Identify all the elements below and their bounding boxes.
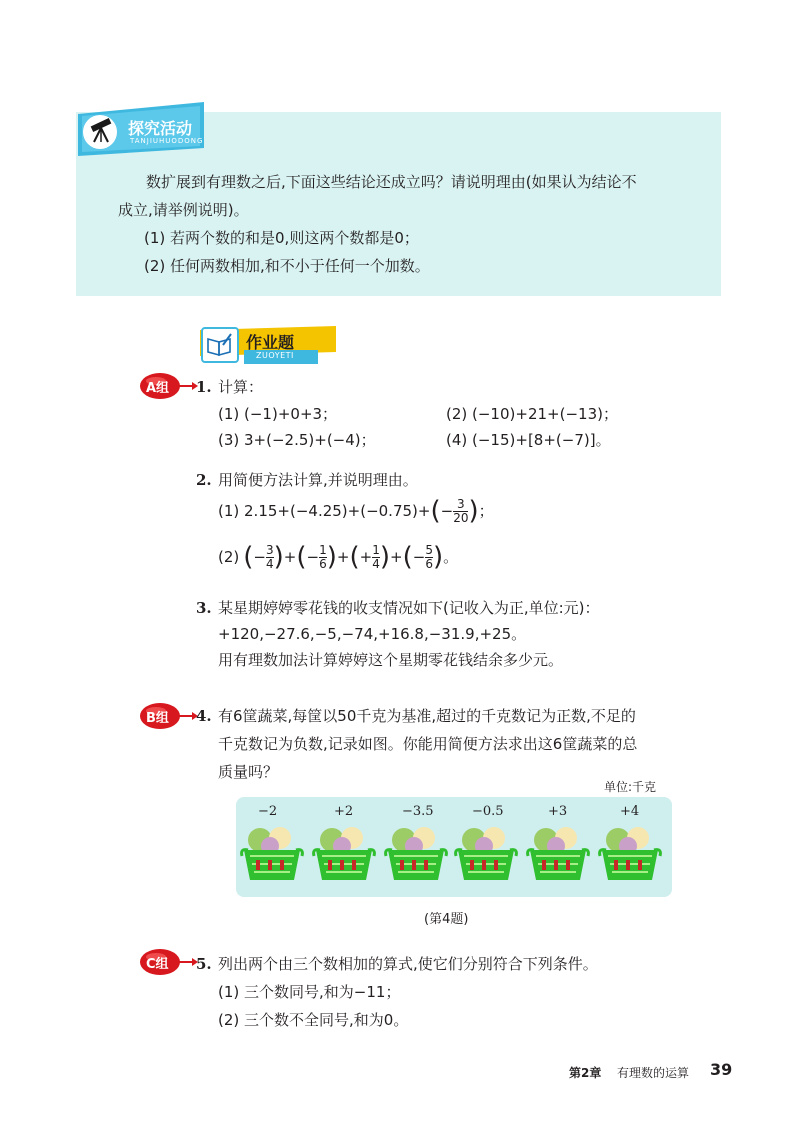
basket-value-1: −2 xyxy=(258,804,278,819)
group-c-label: C组 xyxy=(146,957,169,972)
q4-line1: 有6筐蔬菜,每筐以50千克为基准,超过的千克数记为正数,不足的 xyxy=(218,707,636,725)
fraction-numerator: 1 xyxy=(372,542,380,557)
q4-caption: (第4题) xyxy=(424,912,469,927)
plus-sign: + xyxy=(336,548,350,566)
q4-unit: 单位:千克 xyxy=(604,780,657,794)
q2-part1-sign: − xyxy=(440,502,454,520)
fraction-numerator: 5 xyxy=(425,542,433,557)
vegetable-basket-icon xyxy=(312,822,376,886)
explore-item-1: (1) 若两个数的和是0,则这两个数都是0； xyxy=(144,229,419,247)
vegetable-basket-icon xyxy=(240,822,304,886)
vegetable-basket-icon xyxy=(598,822,662,886)
q1-item-3: (3) 3+(−2.5)+(−4)； xyxy=(218,431,376,449)
q2-part2-label: (2) xyxy=(218,548,240,566)
explore-activity-pinyin: TANJIUHUODONG xyxy=(130,137,204,145)
fraction-numerator: 3 xyxy=(265,542,274,557)
term-sign: + xyxy=(359,548,373,566)
q4-line3: 质量吗？ xyxy=(218,763,279,781)
explore-activity-title: 探究活动 xyxy=(128,119,193,138)
q1-item-1: (1) (−1)+0+3； xyxy=(218,405,338,423)
q2-term-1 xyxy=(266,544,274,571)
footer-chapter-title: 有理数的运算 xyxy=(617,1066,690,1080)
q1-item-4: (4) (−15)+[8+(−7)]。 xyxy=(446,431,611,449)
q4-line2: 千克数记为负数,记录如图。你能用简便方法求出这6筐蔬菜的总 xyxy=(218,735,638,753)
vegetable-basket-icon xyxy=(384,822,448,886)
vegetable-basket-icon xyxy=(454,822,518,886)
explore-item-2: (2) 任何两数相加,和不小于任何一个加数。 xyxy=(144,257,430,275)
q3-number: 3. xyxy=(196,599,212,617)
q2-part1-prefix: (1) 2.15+(−4.25)+(−0.75)+ xyxy=(218,502,431,520)
plus-sign: + xyxy=(390,548,403,566)
group-a-label: A组 xyxy=(146,381,170,396)
q3-line3: 用有理数加法计算婷婷这个星期零花钱结余多少元。 xyxy=(218,651,564,669)
footer-chapter: 第2章 xyxy=(569,1066,602,1080)
q5-item-2: (2) 三个数不全同号,和为0。 xyxy=(218,1011,409,1029)
fraction-numerator: 1 xyxy=(319,542,327,557)
fraction-denominator: 4 xyxy=(265,556,274,571)
q2-number: 2. xyxy=(196,471,212,489)
basket-value-6: +4 xyxy=(620,804,640,819)
plus-sign: + xyxy=(283,548,297,566)
fraction-denominator: 20 xyxy=(453,510,469,525)
telescope-icon xyxy=(88,116,114,144)
q4-number: 4. xyxy=(196,707,212,725)
q5-item-1: (1) 三个数同号,和为−11； xyxy=(218,983,401,1001)
homework-title: 作业题 xyxy=(246,333,295,352)
basket-value-2: +2 xyxy=(334,804,354,819)
group-b-label: B组 xyxy=(146,711,169,726)
explore-intro-line2: 成立,请举例说明)。 xyxy=(118,201,249,219)
q5-stem: 列出两个由三个数相加的算式,使它们分别符合下列条件。 xyxy=(218,955,598,973)
basket-value-5: +3 xyxy=(548,804,568,819)
basket-value-4: −0.5 xyxy=(472,804,504,819)
fraction-denominator: 6 xyxy=(425,556,433,571)
q1-number: 1. xyxy=(196,378,212,396)
q2-part-2: (2) ( − $\frac{3}{4}$ ) + ( − $\frac{1}{6}$ ) + ( + $\frac{1}{4}$ ) + ( − $\frac{5}{6}$ ) 。 xyxy=(218,542,459,572)
vegetable-basket-icon xyxy=(526,822,590,886)
term-sign: − xyxy=(306,548,320,566)
q2-term-2 xyxy=(319,544,327,571)
page-number: 39 xyxy=(710,1060,733,1079)
basket-value-3: −3.5 xyxy=(402,804,434,819)
q2-term-3 xyxy=(372,544,380,571)
book-pencil-icon xyxy=(206,331,234,357)
q2-part1-suffix: ； xyxy=(478,502,494,520)
q2-stem: 用简便方法计算,并说明理由。 xyxy=(218,471,418,489)
fraction-denominator: 6 xyxy=(319,556,327,571)
q5-number: 5. xyxy=(196,955,212,973)
explore-intro-line1: 数扩展到有理数之后,下面这些结论还成立吗？请说明理由(如果认为结论不 xyxy=(146,173,637,191)
term-sign: − xyxy=(253,548,266,566)
term-sign: − xyxy=(412,548,426,566)
q2-part2-suffix: 。 xyxy=(443,548,459,566)
q2-part-1: (1) 2.15+(−4.25)+(−0.75)+ ( − $\frac{3}{20}$ ) ； xyxy=(218,496,494,526)
fraction-denominator: 4 xyxy=(372,556,380,571)
q2-part1-fraction xyxy=(453,498,468,525)
homework-pinyin: ZUOYETI xyxy=(256,351,294,360)
fraction-numerator: 3 xyxy=(457,496,465,511)
q1-stem: 计算： xyxy=(218,378,264,396)
q3-line2: +120,−27.6,−5,−74,+16.8,−31.9,+25。 xyxy=(218,625,527,643)
q3-line1: 某星期婷婷零花钱的收支情况如下(记收入为正,单位:元)： xyxy=(218,599,600,617)
q1-item-2: (2) (−10)+21+(−13)； xyxy=(446,405,618,423)
q2-term-4 xyxy=(425,544,433,571)
